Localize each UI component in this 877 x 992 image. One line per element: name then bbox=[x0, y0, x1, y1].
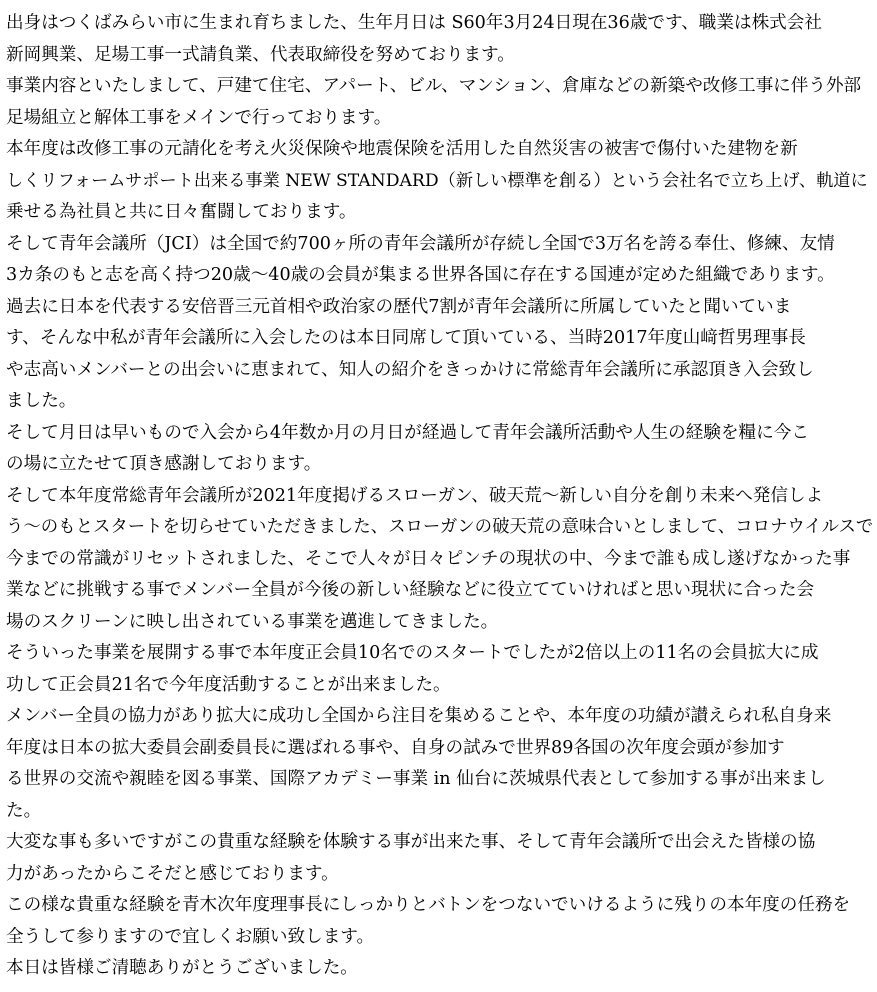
text-line: 力があったからこそだと感じております。 bbox=[6, 863, 339, 884]
text-line: 功して正会員21名で今年度活動することが出来ました。 bbox=[6, 674, 451, 695]
text-line: そして青年会議所（JCI）は全国で約700ヶ所の青年会議所が存続し全国で3万名を誇る奉仕、修練、友情 bbox=[6, 233, 835, 254]
paragraph-9 bbox=[6, 701, 877, 827]
paragraph-2 bbox=[6, 71, 877, 134]
text-line: 年度は日本の拡大委員会副委員長に選ばれる事や、自身の試みで世界89各国の次年度会頭が参加す bbox=[6, 737, 785, 758]
paragraph-10 bbox=[6, 827, 877, 890]
paragraph-7 bbox=[6, 481, 877, 639]
text-line: この様な貴重な経験を青木次年度理事長にしっかりとバトンをつないでいけるように残りの本年度の任務を bbox=[6, 895, 851, 915]
text-line: そういった事業を展開する事で本年度正会員10名でのスタートでしたが2倍以上の11名の会員拡大に成 bbox=[6, 643, 819, 663]
text-line: や志高いメンバーとの出会いに恵まれて、知人の紹介をきっかけに常総青年会議所に承認頂き入会致し bbox=[6, 359, 814, 380]
text-line: す、そんな中私が青年会議所に入会したのは本日同席して頂いている、当時2017年度山﨑哲男理事長 bbox=[6, 328, 806, 348]
speech-document bbox=[6, 8, 877, 985]
text-line: 出身はつくばみらい市に生まれ育ちました、生年月日は S60年3月24日現在36歳です、職業は株式会社 bbox=[6, 13, 822, 33]
text-line: 業などに挑戦する事でメンバー全員が今後の新しい経験などに役立てていければと思い現状に合った会 bbox=[6, 580, 815, 600]
text-line: メンバー全員の協力があり拡大に成功し全国から注目を集めることや、本年度の功績が讃えられ私自身来 bbox=[6, 706, 832, 726]
paragraph-11 bbox=[6, 890, 877, 953]
paragraph-12 bbox=[6, 953, 877, 985]
text-line: そして本年度常総青年会議所が2021年度掲げるスローガン、破天荒～新しい自分を創り未来へ発信しよ bbox=[6, 485, 824, 506]
text-line: 全うして参りますので宜しくお願い致します。 bbox=[6, 926, 375, 947]
paragraph-8 bbox=[6, 638, 877, 701]
paragraph-5 bbox=[6, 292, 877, 418]
text-line: 事業内容といたしまして、戸建て住宅、アパート、ビル、マンション、倉庫などの新築や改修工事に伴う外部 bbox=[6, 76, 862, 96]
text-line: 大変な事も多いですがこの貴重な経験を体験する事が出来た事、そして青年会議所で出会えた皆様の協 bbox=[6, 832, 816, 852]
text-line: 今までの常識がリセットされました、そこで人々が日々ピンチの現状の中、今まで誰も成し遂げなかった事 bbox=[6, 548, 851, 569]
text-line: 過去に日本を代表する安倍晋三元首相や政治家の歴代7割が青年会議所に所属していたと聞いていま bbox=[6, 296, 792, 317]
paragraph-1 bbox=[6, 8, 877, 71]
text-line: 新岡興業、足場工事一式請負業、代表取締役を努めております。 bbox=[6, 44, 515, 65]
text-line: しくリフォームサポート出来る事業 NEW STANDARD（新しい標準を創る）という会社名で立ち上げ、軌道に bbox=[6, 170, 868, 191]
text-line: う～のもとスタートを切らせていただきました、スローガンの破天荒の意味合いとしまして、コロナウイルスで bbox=[6, 517, 874, 537]
text-line: 3カ条のもと志を高く持つ20歳～40歳の会員が集まる世界各国に存在する国連が定めた組織であります。 bbox=[6, 265, 835, 285]
text-line: 乗せる為社員と共に日々奮闘しております。 bbox=[6, 202, 357, 222]
text-line: 本日は皆様ご清聴ありがとうございました。 bbox=[6, 958, 358, 978]
text-line: 本年度は改修工事の元請化を考え火災保険や地震保険を活用した自然災害の被害で傷付いた建物を新 bbox=[6, 139, 798, 159]
text-line: 場のスクリーンに映し出されている事業を邁進してきました。 bbox=[6, 611, 499, 632]
text-line: の場に立たせて頂き感謝しております。 bbox=[6, 454, 322, 474]
paragraph-6 bbox=[6, 418, 877, 481]
text-line: る世界の交流や親睦を図る事業、国際アカデミー事業 in 仙台に茨城県代表として参加する事が出来まし bbox=[6, 769, 826, 789]
text-line: た。 bbox=[6, 800, 42, 821]
text-line: そして月日は早いもので入会から4年数か月の月日が経過して青年会議所活動や人生の経験を糧に今こ bbox=[6, 422, 809, 443]
paragraph-4 bbox=[6, 229, 877, 292]
paragraph-3 bbox=[6, 134, 877, 229]
text-line: 足場組立と解体工事をメインで行っております。 bbox=[6, 107, 392, 128]
text-line: ました。 bbox=[6, 391, 77, 411]
